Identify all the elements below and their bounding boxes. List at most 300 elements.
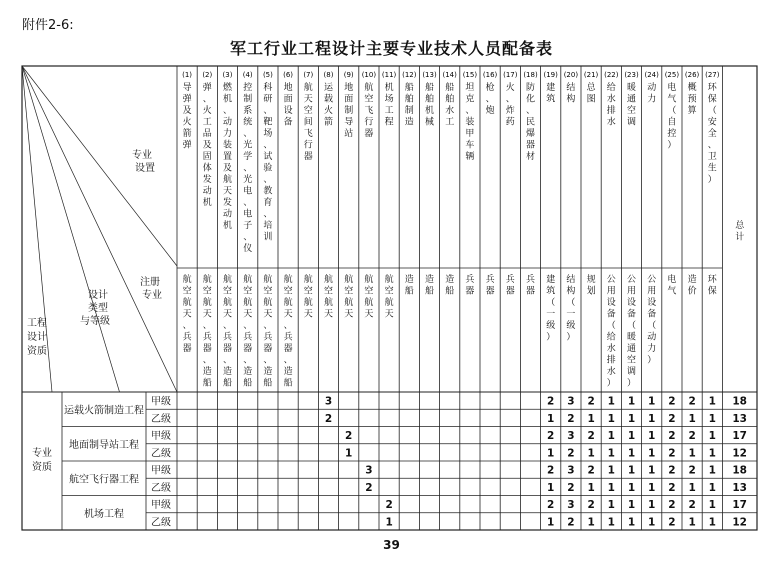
column-name: 控 bbox=[667, 129, 677, 139]
column-registered-specialty: 空 bbox=[283, 286, 293, 297]
corner-diagonal bbox=[22, 66, 177, 392]
column-name: 训 bbox=[263, 232, 273, 243]
table-cell: 1 bbox=[607, 412, 615, 425]
column-name: 算 bbox=[687, 106, 697, 116]
column-name: 仪 bbox=[243, 244, 253, 254]
table-cell: 2 bbox=[567, 412, 575, 425]
table-cell: 2 bbox=[567, 516, 575, 529]
column-registered-specialty: 造 bbox=[424, 275, 435, 285]
column-registered-specialty: 船 bbox=[243, 378, 253, 389]
table-cell: 2 bbox=[688, 430, 696, 443]
column-name: 导 bbox=[182, 83, 192, 93]
column-registered-specialty: 兵 bbox=[263, 332, 273, 343]
column-name: 结 bbox=[566, 83, 576, 93]
column-registered-specialty: 用 bbox=[606, 286, 616, 297]
column-number: (18) bbox=[523, 71, 538, 79]
column-registered-specialty: 航 bbox=[222, 298, 233, 308]
column-name: 民 bbox=[525, 117, 536, 128]
column-number: (9) bbox=[343, 71, 354, 79]
table-cell: 2 bbox=[668, 481, 676, 494]
column-registered-specialty: 兵 bbox=[222, 332, 233, 343]
column-name: 械 bbox=[424, 117, 435, 128]
column-name: 场 bbox=[263, 129, 273, 139]
table-cell: 1 bbox=[708, 499, 716, 512]
column-registered-specialty: 航 bbox=[384, 275, 394, 285]
column-name: 材 bbox=[525, 152, 536, 162]
column-name: 、 bbox=[485, 94, 495, 105]
column-registered-specialty: 备 bbox=[606, 309, 616, 320]
column-name: 电 bbox=[243, 209, 253, 220]
column-registered-specialty: 建 bbox=[546, 275, 556, 285]
column-registered-specialty: 备 bbox=[647, 309, 657, 320]
column-registered-specialty: 器 bbox=[222, 344, 233, 354]
table-cell: 2 bbox=[668, 412, 676, 425]
column-name: 保 bbox=[707, 94, 717, 105]
column-name: 、 bbox=[263, 175, 273, 185]
table-cell: 3 bbox=[567, 464, 575, 477]
table-cell: 1 bbox=[708, 430, 716, 443]
column-name: 光 bbox=[243, 175, 253, 185]
corner-diagonal bbox=[22, 66, 52, 392]
table-cell: 1 bbox=[607, 464, 615, 477]
column-registered-specialty: 、 bbox=[283, 355, 293, 366]
column-registered-specialty: 结 bbox=[566, 275, 576, 285]
column-name: 体 bbox=[202, 163, 212, 174]
corner-label-qualification: 资质 bbox=[27, 346, 47, 357]
column-registered-specialty: ） bbox=[647, 355, 657, 366]
column-registered-specialty: 、 bbox=[243, 321, 253, 331]
corner-diagonal bbox=[22, 66, 120, 392]
column-registered-specialty: 空 bbox=[323, 286, 334, 297]
table-cell: 1 bbox=[587, 516, 595, 529]
column-name: 设 bbox=[283, 106, 293, 116]
row-total: 18 bbox=[732, 395, 748, 408]
column-number: (26) bbox=[684, 71, 700, 79]
table-cell: 1 bbox=[587, 447, 595, 460]
table-cell: 1 bbox=[627, 464, 636, 477]
column-registered-specialty: 划 bbox=[586, 286, 596, 297]
row-total: 17 bbox=[732, 499, 748, 512]
column-name: 装 bbox=[465, 117, 475, 128]
column-number: (7) bbox=[303, 71, 314, 79]
column-registered-specialty: 水 bbox=[606, 367, 616, 377]
column-number: (11) bbox=[381, 71, 397, 79]
column-name: 箭 bbox=[323, 117, 334, 128]
column-registered-specialty: 造 bbox=[222, 367, 233, 377]
table-cell: 2 bbox=[567, 481, 575, 494]
corner-label-design: 类型 bbox=[88, 303, 108, 314]
column-registered-specialty: 航 bbox=[202, 298, 212, 308]
column-name: 导 bbox=[344, 117, 354, 128]
column-name: 空 bbox=[303, 106, 313, 116]
column-name: 炸 bbox=[505, 106, 515, 116]
column-name: 动 bbox=[647, 83, 657, 93]
column-name: 火 bbox=[202, 106, 212, 116]
column-registered-specialty: 公 bbox=[647, 275, 657, 285]
column-name: 力 bbox=[647, 94, 657, 105]
table-cell: 1 bbox=[587, 412, 595, 425]
column-registered-specialty: 器 bbox=[263, 344, 273, 354]
column-registered-specialty: 航 bbox=[364, 298, 374, 308]
column-name: 、 bbox=[202, 94, 212, 105]
column-name: 筑 bbox=[546, 94, 556, 105]
table-cell: 2 bbox=[587, 499, 595, 512]
row-total: 12 bbox=[732, 516, 748, 529]
column-registered-specialty: 空 bbox=[222, 286, 233, 297]
table-cell: 1 bbox=[648, 481, 656, 494]
table-cell: 2 bbox=[688, 395, 696, 408]
column-name: 克 bbox=[465, 94, 475, 105]
column-number: (27) bbox=[705, 71, 720, 79]
column-name: 船 bbox=[424, 83, 435, 93]
table-cell: 1 bbox=[648, 499, 656, 512]
row-total: 17 bbox=[732, 430, 748, 443]
column-name: 动 bbox=[222, 209, 233, 220]
column-name: 药 bbox=[505, 117, 515, 128]
column-registered-specialty: 暖 bbox=[626, 332, 637, 343]
column-registered-specialty: ） bbox=[546, 332, 556, 343]
column-name: 辆 bbox=[465, 152, 475, 162]
column-name: 机 bbox=[222, 94, 233, 105]
column-registered-specialty: 器 bbox=[283, 344, 293, 354]
column-name: 试 bbox=[263, 152, 273, 162]
column-registered-specialty: 构 bbox=[566, 286, 576, 297]
table-cell: 2 bbox=[668, 464, 676, 477]
row-grade: 乙级 bbox=[151, 482, 171, 494]
column-name: 机 bbox=[222, 221, 233, 231]
column-name: 品 bbox=[202, 129, 212, 139]
column-name: 电 bbox=[667, 83, 677, 93]
corner-label-qualification: 工程 bbox=[27, 318, 47, 329]
column-name: 靶 bbox=[263, 117, 273, 128]
table-cell: 2 bbox=[547, 464, 555, 477]
column-registered-specialty: ） bbox=[626, 378, 637, 389]
column-registered-specialty: 器 bbox=[182, 344, 192, 354]
column-name: 舶 bbox=[404, 94, 414, 105]
page-number: 39 bbox=[383, 538, 400, 552]
column-registered-specialty: 环 bbox=[707, 275, 717, 285]
column-registered-specialty: 天 bbox=[303, 309, 313, 320]
table-cell: 1 bbox=[547, 481, 555, 494]
column-registered-specialty: （ bbox=[647, 321, 657, 331]
column-name: 发 bbox=[222, 198, 233, 208]
corner-label-specialty: 设置 bbox=[135, 163, 155, 174]
column-name: 环 bbox=[707, 83, 717, 93]
column-number: (10) bbox=[361, 71, 377, 79]
column-number: (5) bbox=[262, 71, 273, 79]
column-registered-specialty: 兵 bbox=[485, 275, 495, 285]
column-registered-specialty: 兵 bbox=[283, 332, 293, 343]
column-registered-specialty: 调 bbox=[626, 367, 637, 377]
column-registered-specialty: 航 bbox=[344, 275, 354, 285]
column-number: (13) bbox=[422, 71, 437, 79]
column-registered-specialty: 一 bbox=[566, 309, 576, 320]
column-name: 、 bbox=[465, 106, 475, 116]
column-name: 、 bbox=[525, 106, 536, 116]
table-cell: 2 bbox=[688, 464, 696, 477]
column-registered-specialty: 航 bbox=[384, 298, 394, 308]
column-name: 装 bbox=[222, 140, 233, 151]
column-registered-specialty: 天 bbox=[323, 309, 334, 320]
column-registered-specialty: 筑 bbox=[546, 286, 556, 297]
row-grade: 甲级 bbox=[151, 500, 171, 512]
column-registered-specialty: 航 bbox=[364, 275, 374, 285]
column-registered-specialty: 、 bbox=[222, 321, 233, 331]
column-name: 子 bbox=[243, 221, 253, 231]
column-registered-specialty: 气 bbox=[667, 286, 677, 297]
table-cell: 1 bbox=[648, 464, 656, 477]
column-name: 弹 bbox=[182, 140, 192, 151]
table-cell: 2 bbox=[688, 499, 696, 512]
table-cell: 1 bbox=[627, 412, 636, 425]
column-name: （ bbox=[667, 106, 677, 116]
table-cell: 1 bbox=[648, 395, 656, 408]
column-registered-specialty: 天 bbox=[364, 309, 374, 320]
column-registered-specialty: 天 bbox=[344, 309, 354, 320]
column-registered-specialty: 航 bbox=[303, 275, 313, 285]
column-name: 水 bbox=[445, 106, 455, 116]
column-registered-specialty: 空 bbox=[626, 355, 637, 366]
table-cell: 1 bbox=[648, 447, 656, 460]
column-name: （ bbox=[707, 106, 717, 116]
table-cell: 2 bbox=[668, 430, 676, 443]
column-registered-specialty: 兵 bbox=[465, 275, 475, 285]
table-cell: 3 bbox=[567, 395, 575, 408]
column-registered-specialty: 规 bbox=[586, 275, 596, 285]
column-name: 运 bbox=[323, 83, 334, 93]
column-name: 、 bbox=[222, 106, 233, 116]
corner-label-qualification: 设计 bbox=[27, 332, 47, 343]
table-cell: 1 bbox=[547, 516, 555, 529]
column-name: 建 bbox=[546, 83, 556, 93]
column-number: (24) bbox=[644, 71, 659, 79]
column-name: 天 bbox=[303, 94, 313, 105]
row-grade: 甲级 bbox=[151, 396, 171, 408]
column-name: ） bbox=[707, 175, 717, 185]
table-cell: 2 bbox=[547, 395, 555, 408]
column-registered-specialty: 级 bbox=[566, 321, 576, 331]
column-name: 程 bbox=[384, 117, 394, 128]
column-registered-specialty: 器 bbox=[485, 286, 495, 297]
table-cell: 1 bbox=[708, 481, 716, 494]
column-name: ） bbox=[667, 140, 677, 151]
column-registered-specialty: 设 bbox=[606, 298, 616, 308]
column-name: 船 bbox=[404, 83, 414, 93]
column-registered-specialty: （ bbox=[566, 298, 576, 308]
column-name: 地 bbox=[283, 83, 293, 93]
column-registered-specialty: 兵 bbox=[525, 275, 536, 285]
column-registered-specialty: 通 bbox=[626, 344, 637, 354]
corner-label-registered: 注册 bbox=[140, 277, 160, 288]
column-registered-specialty: 、 bbox=[263, 355, 273, 366]
column-number: (12) bbox=[402, 71, 417, 79]
column-name: 光 bbox=[243, 140, 253, 151]
table-cell: 1 bbox=[708, 464, 716, 477]
column-registered-specialty: 价 bbox=[687, 286, 697, 297]
row-grade: 甲级 bbox=[151, 465, 171, 477]
column-registered-specialty: 、 bbox=[283, 321, 293, 331]
column-name: 场 bbox=[384, 94, 394, 105]
column-name: 机 bbox=[384, 83, 394, 93]
column-number: (15) bbox=[462, 71, 478, 79]
column-registered-specialty: 级 bbox=[546, 321, 556, 331]
column-name: 暖 bbox=[626, 83, 637, 93]
column-registered-specialty: 器 bbox=[243, 344, 253, 354]
column-name: 飞 bbox=[303, 129, 313, 139]
column-name: 火 bbox=[323, 106, 334, 116]
column-name: 固 bbox=[202, 152, 212, 162]
column-number: (4) bbox=[242, 71, 253, 79]
column-registered-specialty: 器 bbox=[525, 286, 536, 297]
column-registered-specialty: 、 bbox=[182, 321, 192, 331]
column-name: 枪 bbox=[485, 83, 495, 93]
column-registered-specialty: 给 bbox=[606, 332, 616, 343]
column-registered-specialty: 航 bbox=[243, 298, 253, 308]
column-registered-specialty: 航 bbox=[283, 298, 293, 308]
column-registered-specialty: 航 bbox=[182, 275, 192, 285]
table-cell: 2 bbox=[587, 464, 595, 477]
column-name: 舶 bbox=[445, 94, 455, 105]
column-registered-specialty: 船 bbox=[283, 378, 293, 389]
column-registered-specialty: 力 bbox=[647, 344, 657, 354]
column-name: 航 bbox=[364, 83, 374, 93]
column-name: 车 bbox=[465, 140, 475, 151]
column-name: 、 bbox=[263, 106, 273, 116]
column-name: 箭 bbox=[182, 129, 192, 139]
row-total: 12 bbox=[732, 447, 748, 460]
table-cell: 1 bbox=[627, 481, 636, 494]
table-cell: 1 bbox=[648, 430, 656, 443]
column-name: 天 bbox=[222, 186, 233, 197]
column-registered-specialty: 造 bbox=[243, 367, 253, 377]
column-name: 构 bbox=[566, 94, 576, 105]
column-name: 、 bbox=[263, 140, 273, 151]
column-registered-specialty: 用 bbox=[626, 286, 637, 297]
column-name: 火 bbox=[505, 83, 515, 93]
column-registered-specialty: 设 bbox=[647, 298, 657, 308]
column-name: 面 bbox=[283, 94, 293, 105]
column-name: 面 bbox=[344, 94, 354, 105]
column-name: 载 bbox=[323, 94, 334, 105]
column-name: 弹 bbox=[202, 83, 212, 93]
column-registered-specialty: 器 bbox=[465, 286, 475, 297]
table-cell: 1 bbox=[607, 395, 615, 408]
column-name: 控 bbox=[243, 83, 253, 93]
column-registered-specialty: 船 bbox=[404, 286, 414, 297]
qualification-group-label: 资质 bbox=[32, 462, 52, 473]
column-registered-specialty: 航 bbox=[222, 275, 233, 285]
column-name: 器 bbox=[303, 152, 313, 162]
column-registered-specialty: （ bbox=[626, 321, 637, 331]
column-name: 发 bbox=[202, 175, 212, 185]
column-registered-specialty: 一 bbox=[546, 309, 556, 320]
column-registered-specialty: 空 bbox=[243, 286, 253, 297]
column-registered-specialty: 兵 bbox=[202, 332, 212, 343]
column-name: 船 bbox=[445, 83, 455, 93]
table-cell: 1 bbox=[627, 447, 636, 460]
column-registered-specialty: 天 bbox=[243, 309, 253, 320]
column-registered-specialty: 器 bbox=[505, 286, 515, 297]
column-name: 、 bbox=[243, 163, 253, 174]
row-total: 13 bbox=[732, 412, 748, 425]
column-name: 通 bbox=[626, 94, 637, 105]
column-registered-specialty: 船 bbox=[424, 286, 435, 297]
column-registered-specialty: ） bbox=[566, 332, 576, 343]
column-registered-specialty: 电 bbox=[667, 275, 677, 285]
table-cell: 2 bbox=[324, 412, 333, 425]
table-cell: 1 bbox=[648, 516, 656, 529]
column-registered-specialty: 公 bbox=[606, 275, 616, 285]
table-cell: 1 bbox=[607, 430, 615, 443]
column-registered-specialty: 天 bbox=[283, 309, 293, 320]
column-registered-specialty: 排 bbox=[606, 355, 616, 366]
column-registered-specialty: 航 bbox=[283, 275, 293, 285]
column-name: 动 bbox=[202, 186, 212, 197]
column-name: 制 bbox=[404, 106, 414, 116]
column-name: 舶 bbox=[424, 94, 435, 105]
column-registered-specialty: （ bbox=[606, 321, 616, 331]
column-registered-specialty: 航 bbox=[323, 298, 334, 308]
table-cell: 2 bbox=[547, 430, 555, 443]
column-name: 总 bbox=[586, 83, 596, 93]
column-registered-specialty: 航 bbox=[182, 298, 192, 308]
column-registered-specialty: 、 bbox=[263, 321, 273, 331]
column-number: (1) bbox=[182, 71, 193, 79]
column-name: 自 bbox=[667, 117, 677, 128]
column-name: 水 bbox=[606, 94, 616, 105]
column-name: 炮 bbox=[485, 106, 495, 116]
table-cell: 2 bbox=[345, 430, 353, 443]
table-cell: 2 bbox=[587, 395, 595, 408]
column-name: 工 bbox=[445, 117, 455, 128]
column-name: 制 bbox=[344, 106, 354, 116]
column-name: 器 bbox=[525, 140, 536, 151]
column-name: 行 bbox=[364, 117, 374, 128]
table-cell: 1 bbox=[627, 395, 636, 408]
table-cell: 2 bbox=[668, 516, 676, 529]
column-name: 生 bbox=[707, 163, 717, 174]
column-number: (6) bbox=[283, 71, 294, 79]
column-registered-specialty: 造 bbox=[202, 367, 212, 377]
column-name: 安 bbox=[707, 117, 717, 128]
corner-label-specialty: 专业 bbox=[132, 150, 152, 161]
column-registered-specialty: 造 bbox=[404, 275, 414, 285]
table-cell: 2 bbox=[668, 499, 676, 512]
table-cell: 1 bbox=[688, 516, 696, 529]
column-name: 爆 bbox=[525, 129, 536, 139]
row-grade: 乙级 bbox=[151, 448, 171, 460]
column-name: 工 bbox=[384, 106, 394, 116]
column-number: (20) bbox=[563, 71, 579, 79]
column-registered-specialty: 天 bbox=[222, 309, 233, 320]
column-registered-specialty: 造 bbox=[445, 275, 455, 285]
column-registered-specialty: 、 bbox=[243, 355, 253, 366]
table-cell: 1 bbox=[627, 499, 636, 512]
row-total: 13 bbox=[732, 481, 748, 494]
column-registered-specialty: 动 bbox=[647, 332, 657, 343]
row-total: 18 bbox=[732, 464, 748, 477]
column-registered-specialty: 航 bbox=[243, 275, 253, 285]
table-cell: 1 bbox=[587, 481, 595, 494]
column-name: 燃 bbox=[222, 83, 233, 93]
column-name: 置 bbox=[222, 152, 233, 162]
table-cell: 1 bbox=[708, 447, 716, 460]
annex-label: 附件2-6: bbox=[22, 18, 74, 33]
column-registered-specialty: 天 bbox=[384, 309, 394, 320]
table-cell: 2 bbox=[547, 499, 555, 512]
column-name: 、 bbox=[263, 209, 273, 220]
column-name: 机 bbox=[424, 106, 435, 116]
